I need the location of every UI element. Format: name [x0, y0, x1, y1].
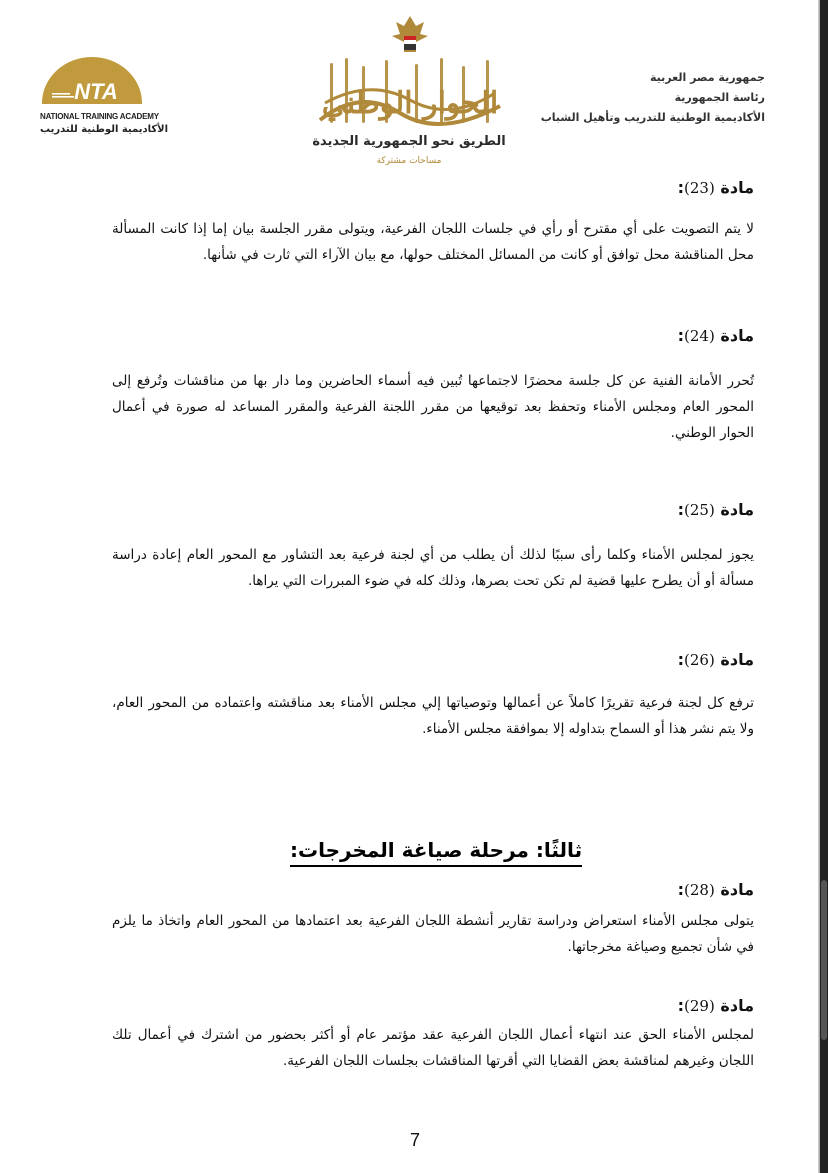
document-header	[0, 0, 820, 180]
section-title: مرحلة صياغة المخرجات	[298, 838, 529, 862]
article-28-text: يتولى مجلس الأمناء استعراض ودراسة تقارير أنشطة اللجان الفرعية بعد اعتمادها من المحور العام واتخاذ ما يلزم في شأن تجميع وصياغة مخرجاتها.	[112, 913, 754, 955]
article-25-text: يجوز لمجلس الأمناء وكلما رأى سببًا لذلك أن يطلب من أي لجنة فرعية بعد التشاور مع المحور العام إعادة دراسة مسألة أو أن يطرح عليها قضية لم تكن تحت بصرها، وذلك كله في ضوء المبررات التي يراها.	[112, 547, 754, 589]
nta-name-arabic: الأكاديمية الوطنية للتدريب	[40, 124, 169, 135]
article-26-title: مادة (26):	[677, 650, 754, 669]
gov-line-academy: الأكاديمية الوطنية للتدريب وتأهيل الشباب	[540, 111, 765, 124]
gov-line-republic: جمهورية مصر العربية	[650, 71, 765, 84]
eagle-emblem-icon	[392, 16, 428, 52]
nta-name-english: NATIONAL TRAINING ACADEMY	[40, 112, 159, 121]
article-26-text: ترفع كل لجنة فرعية تقريرًا كاملاً عن أعمالها وتوصياتها إلي مجلس الأمناء بعد مناقشته واعتماده من المحور العام، ولا يتم نشر هذا أو السماح بتداوله إلا بموافقة مجلس الأمناء.	[112, 695, 754, 737]
section-heading: ثالثًا: مرحلة صياغة المخرجات:	[290, 838, 582, 867]
article-23-text: لا يتم التصويت على أي مقترح أو رأي في جلسات اللجان الفرعية، ويتولى مقرر الجلسة بيان إما إذا كانت المسألة محل المناقشة محل توافق أو كانت من المسائل المختلف حولها، مع بيان الآراء التي ثارت في شأنها.	[112, 221, 754, 263]
national-dialogue-logo	[300, 8, 520, 178]
viewer-scrollbar-thumb[interactable]	[821, 880, 827, 1040]
government-header-text	[541, 68, 765, 128]
article-28-title: مادة (28):	[677, 880, 754, 899]
slogan-text: الطريق نحو الجمهورية الجديدة	[312, 134, 506, 149]
nta-logo-text: NTA	[74, 79, 118, 104]
article-29-title: مادة (29):	[677, 996, 754, 1015]
article-29-text: لمجلس الأمناء الحق عند انتهاء أعمال اللجان الفرعية عقد مؤتمر عام أو أكثر بحضور من اشترك في أعمال تلك اللجان وغيرهم لمناقشة بعض القضايا التي أقرتها المناقشات بجلسات اللجان الفرعية.	[112, 1027, 754, 1069]
tagline-text: مساحات مشتركة	[376, 156, 442, 166]
viewer-scrollbar-track[interactable]	[820, 0, 828, 1173]
article-23-title: مادة (23):	[677, 178, 754, 197]
article-24-title: مادة (24):	[677, 326, 754, 345]
page-number: 7	[410, 1130, 421, 1150]
national-dialogue-title: الحوار الوطني	[321, 86, 499, 121]
article-25-title: مادة (25):	[677, 500, 754, 519]
article-24-text: تُحرر الأمانة الفنية عن كل جلسة محضرًا لاجتماعها تُبين فيه أسماء الحاضرين وما دار بها من مناقشات وتُرفع إلى المحور العام ومجلس الأمناء وتحفظ بعد توقيعها من مقرر اللجنة الفرعية والمقرر المساعد له صورة في أعمال الحوار الوطني.	[112, 373, 754, 441]
section-prefix: ثالثًا	[543, 838, 583, 862]
gov-line-presidency: رئاسة الجمهورية	[674, 91, 765, 104]
